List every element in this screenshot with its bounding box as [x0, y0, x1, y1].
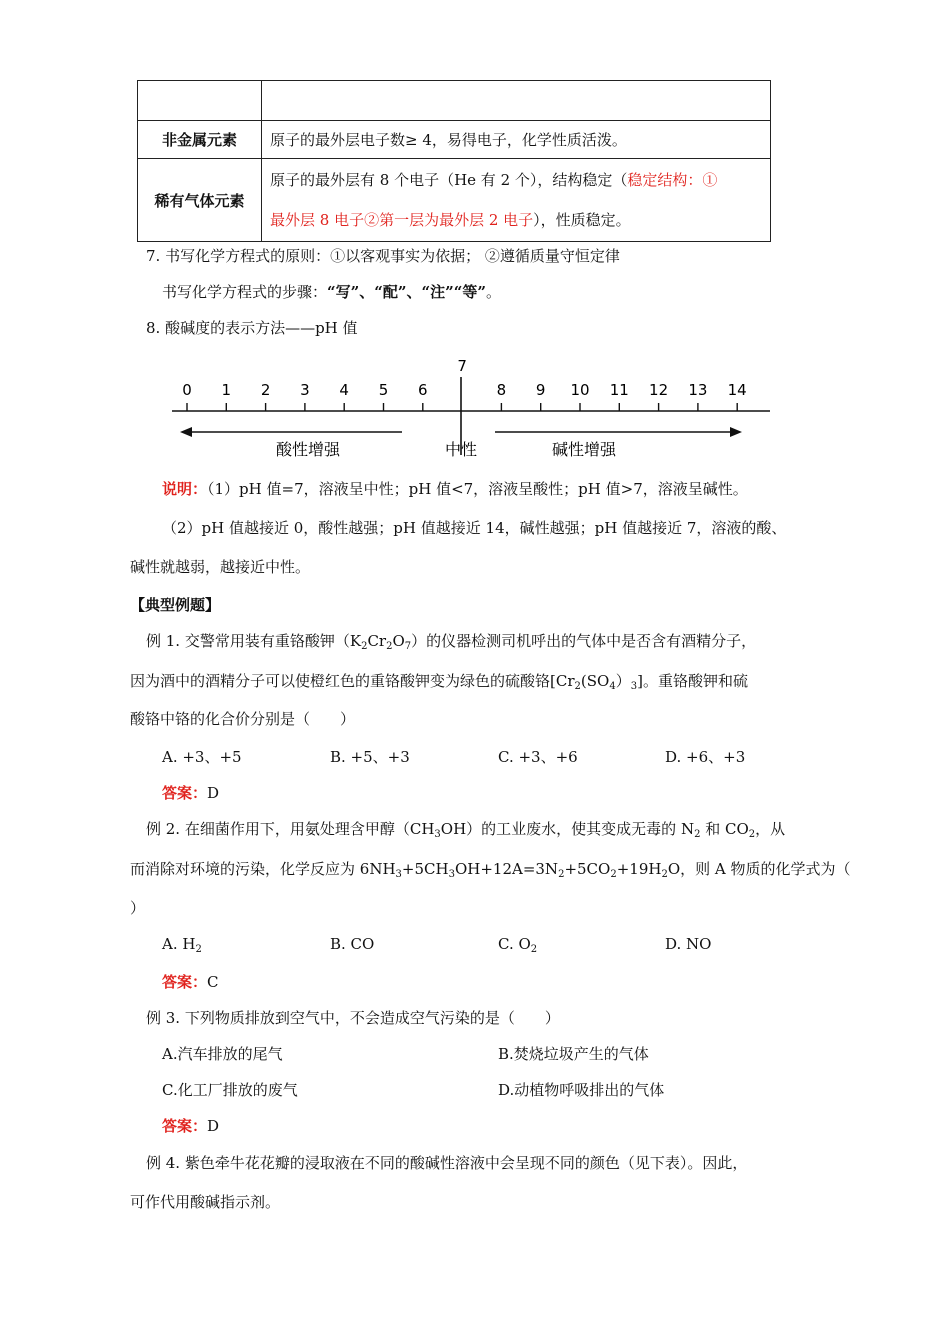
text: +19H	[616, 860, 662, 878]
acid-label: 酸性增强	[275, 440, 341, 459]
subscript: 3	[395, 869, 402, 880]
subscript: 2	[574, 681, 581, 692]
ph-tick-label: 9	[535, 381, 546, 399]
subscript: 2	[195, 944, 202, 955]
subscript: 3	[434, 829, 441, 840]
subscript: 2	[361, 641, 368, 652]
text: 例 2. 在细菌作用下，用氨处理含甲醇（CH	[146, 820, 435, 838]
ph-tick-label: 8	[496, 381, 507, 399]
ph-tick-label: 1	[221, 381, 232, 399]
item8-title: 8. 酸碱度的表示方法——pH 值	[146, 319, 358, 337]
subscript: 4	[609, 681, 616, 692]
ph-tick-label: 7	[457, 357, 467, 375]
neutral-label: 中性	[444, 440, 478, 459]
table-cell-name: 稀有气体元素	[138, 159, 262, 242]
ex2-line1	[146, 818, 785, 840]
subscript: 7	[404, 641, 412, 652]
table-row	[138, 159, 771, 242]
text: 和 CO	[700, 820, 749, 838]
ph-tick-label: 11	[609, 381, 629, 399]
ex1-answer	[162, 782, 219, 803]
answer-label: 答案：	[162, 1117, 208, 1135]
answer-label: 答案：	[162, 973, 208, 991]
section-title: 【典型例题】	[130, 596, 221, 614]
answer-label: 答案：	[162, 784, 208, 802]
text: O	[392, 632, 405, 650]
ph-tick-label: 0	[182, 381, 192, 399]
ph-tick-label: 2	[260, 381, 271, 399]
answer-value: D	[207, 784, 220, 802]
text: C. O	[498, 935, 531, 953]
ex3-question: 例 3. 下列物质排放到空气中，不会造成空气污染的是（ ）	[146, 1009, 560, 1027]
text: O，则 A 物质的化学式为（	[667, 860, 851, 878]
desc-text: 原子的最外层有 8 个电子（He 有 2 个），结构稳定（	[270, 171, 628, 189]
table-cell-name	[138, 81, 262, 121]
text: Cr	[367, 632, 387, 650]
table-cell-name: 非金属元素	[138, 121, 262, 159]
ex3-option-d: D.动植物呼吸排出的气体	[498, 1081, 665, 1099]
ex2-line2	[130, 858, 851, 880]
text: +5CO	[564, 860, 611, 878]
ph-tick-label: 14	[727, 381, 747, 399]
text: ）	[615, 672, 631, 690]
text: ]。重铬酸钾和硫	[637, 672, 748, 690]
subscript: 2	[694, 829, 701, 840]
ex4-line1: 例 4. 紫色牵牛花花瓣的浸取液在不同的酸碱性溶液中会呈现不同的颜色（见下表）。因此，	[146, 1154, 748, 1172]
table-row	[138, 121, 771, 159]
stable-structure-detail: 最外层 8 电子②第一层为最外层 2 电子	[270, 211, 534, 229]
text: ）的仪器检测司机呼出的气体中是否含有酒精分子，	[411, 632, 757, 650]
subscript: 2	[558, 869, 565, 880]
ex4-line2: 可作代用酸碱指示剂。	[130, 1193, 281, 1211]
ph-tick-label: 12	[649, 381, 669, 399]
desc-text: ），性质稳定。	[533, 211, 631, 229]
note-1	[162, 478, 748, 499]
table-row	[138, 81, 771, 121]
text: (SO	[580, 672, 610, 690]
item7-steps: “写”、“配”、“注”“等”	[327, 283, 487, 301]
table-cell-desc	[262, 159, 771, 242]
ex2-option-a	[162, 935, 202, 955]
ph-tick-label: 13	[688, 381, 708, 399]
ex3-option-c: C.化工厂排放的废气	[162, 1081, 298, 1099]
ph-tick-label: 10	[570, 381, 590, 399]
ex2-option-d: D. NO	[665, 935, 712, 953]
answer-value: C	[207, 973, 219, 991]
ex1-option-b: B. +5、+3	[330, 748, 410, 766]
text: ，从	[755, 820, 786, 838]
note-2b: 碱性就越弱，越接近中性。	[130, 558, 311, 576]
ex1-line1	[146, 630, 756, 652]
text: 因为酒中的酒精分子可以使橙红色的重铬酸钾变为绿色的硫酸铬[Cr	[130, 672, 575, 690]
subscript: 3	[448, 869, 455, 880]
note-2a: （2）pH 值越接近 0，酸性越强；pH 值越接近 14，碱性越强；pH 值越接近 7，溶液的酸、	[162, 519, 787, 537]
subscript: 2	[530, 944, 538, 955]
item7-line1: 7. 书写化学方程式的原则：①以客观事实为依据； ②遵循质量守恒定律	[146, 247, 620, 265]
subscript: 2	[386, 641, 393, 652]
subscript: 2	[610, 869, 617, 880]
answer-value: D	[207, 1117, 220, 1135]
base-arrow-head	[730, 427, 742, 437]
ph-tick-label: 6	[418, 381, 428, 399]
ex1-line2	[130, 670, 748, 692]
ex1-option-a: A. +3、+5	[162, 748, 242, 766]
note-label: 说明：	[162, 480, 208, 498]
subscript: 3	[630, 681, 638, 692]
element-table	[137, 80, 771, 242]
ex1-line3: 酸铬中铬的化合价分别是（ ）	[130, 710, 356, 728]
table-cell-desc: 原子的最外层电子数≥ 4，易得电子，化学性质活泼。	[262, 121, 771, 159]
ex3-answer	[162, 1115, 219, 1136]
ph-tick-label: 4	[339, 381, 349, 399]
item7-end: 。	[486, 283, 502, 301]
ph-scale-diagram	[0, 355, 950, 465]
text: OH）的工业废水，使其变成无毒的 N	[440, 820, 695, 838]
base-label: 碱性增强	[551, 440, 617, 459]
text: A. H	[162, 935, 196, 953]
text: 而消除对环境的污染，化学反应为 6NH	[130, 860, 396, 878]
text: OH+12A=3N	[454, 860, 559, 878]
ex2-option-b: B. CO	[330, 935, 375, 953]
ex1-option-d: D. +6、+3	[665, 748, 746, 766]
text: +5CH	[401, 860, 449, 878]
ex3-option-b: B.焚烧垃圾产生的气体	[498, 1045, 649, 1063]
ph-tick-label: 3	[300, 381, 310, 399]
text: 例 1. 交警常用装有重铬酸钾（K	[146, 632, 362, 650]
stable-structure-text: 稳定结构：①	[627, 171, 718, 189]
ex1-option-c: C. +3、+6	[498, 748, 578, 766]
ph-labels	[182, 357, 747, 399]
acid-arrow-head	[180, 427, 192, 437]
subscript: 2	[748, 829, 756, 840]
ph-ticks	[187, 403, 737, 411]
note-1-text: （1）pH 值=7，溶液呈中性；pH 值<7，溶液呈酸性；pH 值>7，溶液呈碱性。	[207, 480, 748, 498]
table-cell-desc	[262, 81, 771, 121]
ex2-answer	[162, 971, 219, 992]
item7-prefix: 书写化学方程式的步骤：	[162, 283, 328, 301]
ex2-line3: ）	[130, 899, 146, 917]
ex3-option-a: A.汽车排放的尾气	[162, 1045, 283, 1063]
ph-tick-label: 5	[378, 381, 389, 399]
subscript: 2	[661, 869, 668, 880]
ex2-option-c	[498, 935, 537, 955]
item7-line2	[162, 281, 501, 302]
